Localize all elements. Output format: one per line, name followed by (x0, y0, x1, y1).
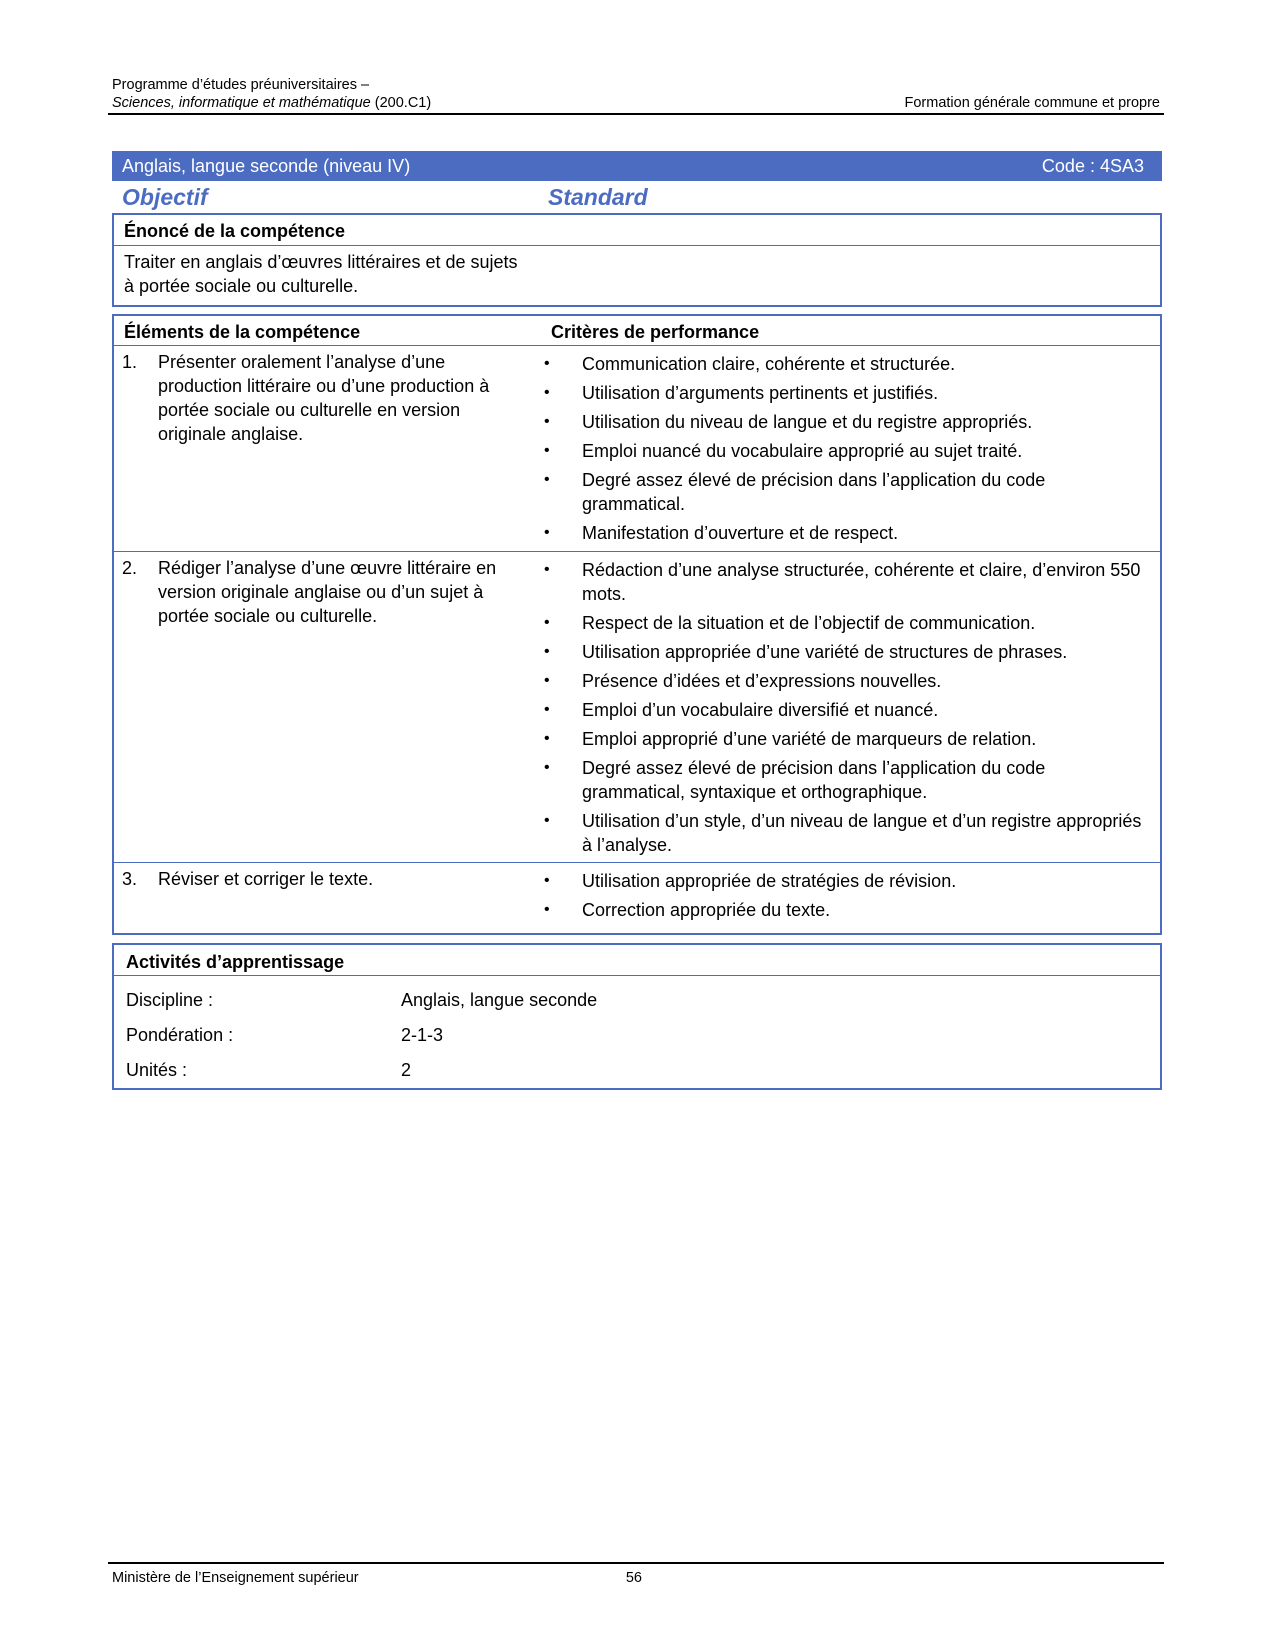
elements-heading: Éléments de la compétence (124, 322, 361, 342)
criterion: • Utilisation appropriée de stratégies de révision. (544, 871, 957, 891)
page-header (112, 76, 1160, 112)
criterion: • Emploi d’un vocabulaire diversifié et nuancé. (544, 700, 939, 720)
bullet-icon: • (544, 812, 550, 829)
element-text: Présenter oralement l’analyse d’une production littéraire ou d’une production à portée sociale ou culturelle en version originale anglaise. (158, 352, 490, 444)
element-text: Réviser et corriger le texte. (158, 869, 374, 889)
elements-table (112, 314, 1162, 935)
bullet-icon: • (544, 701, 550, 718)
ponderation-label: Pondération : (126, 1025, 234, 1045)
program-line-2 (112, 94, 1160, 112)
course-title-bar (112, 151, 1162, 181)
elements-table-header (114, 316, 1160, 346)
criteria-list-1 (544, 352, 1144, 550)
bullet-icon: • (544, 471, 550, 488)
criterion: • Rédaction d’une analyse structurée, cohérente et claire, d’environ 550 mots. (544, 560, 1141, 604)
bullet-icon: • (544, 442, 550, 459)
bullet-icon: • (544, 643, 550, 660)
criterion: • Degré assez élevé de précision dans l’application du code grammatical. (544, 470, 1046, 514)
criterion: • Correction appropriée du texte. (544, 900, 831, 920)
ponderation-row (126, 1025, 444, 1046)
criterion: • Respect de la situation et de l’objectif de communication. (544, 613, 1036, 633)
bullet-icon: • (544, 901, 550, 918)
criteria-list-3 (544, 869, 1144, 927)
unites-value: 2 (401, 1060, 412, 1080)
criterion: • Présence d’idées et d’expressions nouvelles. (544, 671, 942, 691)
element-number: 2. (122, 558, 138, 578)
criterion: • Manifestation d’ouverture et de respect. (544, 523, 899, 543)
page-number: 56 (625, 1570, 642, 1586)
footer-rule (108, 1562, 1164, 1564)
enonce-heading: Énoncé de la compétence (114, 215, 1160, 246)
unites-label: Unités : (126, 1060, 188, 1080)
discipline-label: Discipline : (126, 990, 214, 1010)
table-row (114, 863, 1160, 933)
course-title: Anglais, langue seconde (niveau IV) (122, 155, 411, 176)
course-code: Code : 4SA3 (1041, 155, 1144, 176)
standard-heading: Standard (548, 184, 648, 210)
bullet-icon: • (544, 355, 550, 372)
criterion: • Emploi approprié d’une variété de marqueurs de relation. (544, 729, 1037, 749)
criterion: • Communication claire, cohérente et structurée. (544, 354, 956, 374)
program-line-1: Programme d’études préuniversitaires – (112, 77, 370, 93)
bullet-icon: • (544, 524, 550, 541)
objectif-heading: Objectif (122, 184, 208, 210)
section-name: Formation générale commune et propre (904, 95, 1160, 111)
program-code: (200.C1) (370, 95, 432, 111)
discipline-row (126, 990, 598, 1011)
enonce-box (112, 213, 1162, 307)
bullet-icon: • (544, 561, 550, 578)
criterion: • Utilisation d’arguments pertinents et justifiés. (544, 383, 939, 403)
criterion: • Utilisation d’un style, d’un niveau de langue et d’un registre appropriés à l’analyse. (544, 811, 1142, 855)
discipline-value: Anglais, langue seconde (401, 990, 598, 1010)
element-text: Rédiger l’analyse d’une œuvre littéraire en version originale anglaise ou d’un sujet à portée sociale ou culturelle. (158, 558, 497, 626)
activites-box (112, 943, 1162, 1090)
activites-heading: Activités d’apprentissage (114, 945, 1160, 976)
bullet-icon: • (544, 730, 550, 747)
ministry-name: Ministère de l’Enseignement supérieur (112, 1570, 359, 1586)
bullet-icon: • (544, 759, 550, 776)
element-number: 1. (122, 352, 138, 372)
bullet-icon: • (544, 614, 550, 631)
table-row (114, 552, 1160, 863)
criterion: • Emploi nuancé du vocabulaire approprié au sujet traité. (544, 441, 1023, 461)
bullet-icon: • (544, 672, 550, 689)
enonce-text: Traiter en anglais d’œuvres littéraires et de sujets à portée sociale ou culturelle. (124, 252, 518, 296)
criterion: • Degré assez élevé de précision dans l’application du code grammatical, syntaxique et orthographique. (544, 758, 1046, 802)
ponderation-value: 2-1-3 (401, 1025, 444, 1045)
criteria-list-2 (544, 558, 1144, 862)
header-rule (108, 113, 1164, 115)
criteria-heading: Critères de performance (551, 322, 760, 342)
element-number: 3. (122, 869, 138, 889)
criterion: • Utilisation appropriée d’une variété de structures de phrases. (544, 642, 1068, 662)
bullet-icon: • (544, 384, 550, 401)
unites-row (126, 1060, 412, 1081)
criterion: • Utilisation du niveau de langue et du registre appropriés. (544, 412, 1033, 432)
bullet-icon: • (544, 872, 550, 889)
page-footer (112, 1570, 642, 1586)
program-name: Sciences, informatique et mathématique (112, 95, 371, 111)
table-row (114, 346, 1160, 552)
bullet-icon: • (544, 413, 550, 430)
